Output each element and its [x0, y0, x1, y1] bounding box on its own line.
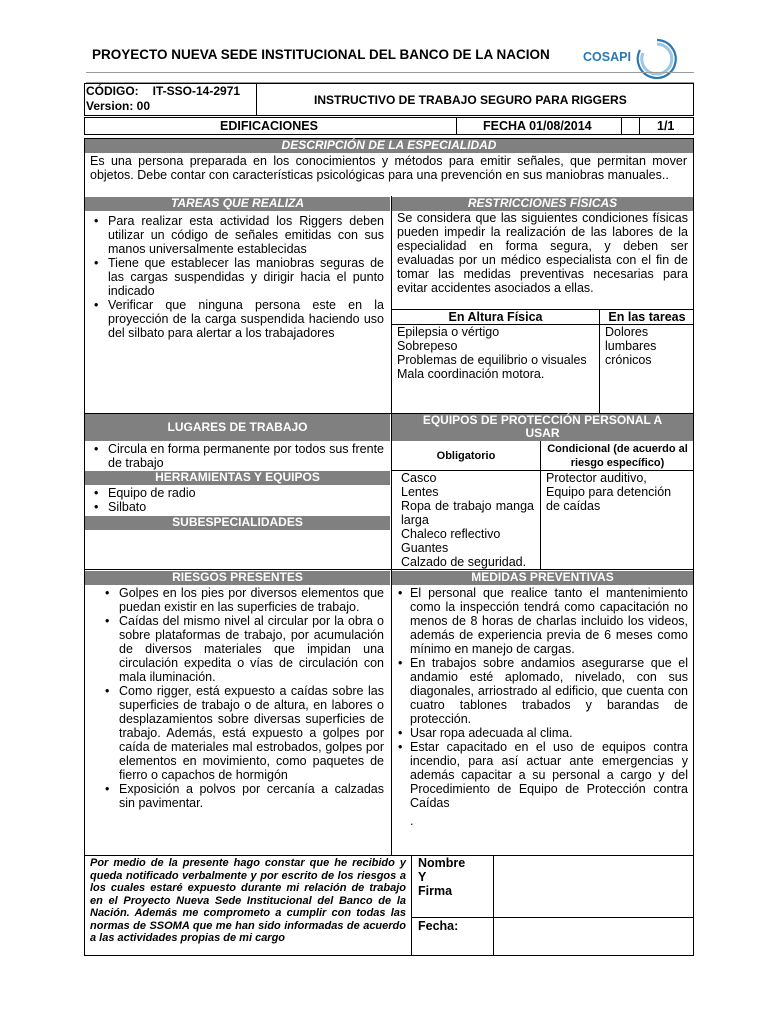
list-item: • En trabajos sobre andamios asegurarse que el andamio esté aplomado, nivelado, con sus diagonales, arriostrado al edificio, que cuenta con cuatro tablones trabados y barandas de protección.	[394, 656, 688, 726]
cosapi-logo-text: COSAPI	[583, 50, 631, 64]
list-item: Lentes	[401, 485, 439, 499]
section-header-tareas: TAREAS QUE REALIZA	[85, 197, 390, 211]
section-header-herramientas: HERRAMIENTAS Y EQUIPOS	[85, 471, 390, 485]
list-item: • Circula en forma permanente por todos sus frente de trabajo	[90, 442, 384, 470]
medidas-list	[394, 586, 688, 810]
list-item: Epilepsia o vértigo	[397, 325, 500, 339]
descripcion-text: Es una persona preparada en los conocimientos y métodos para emitir señales, que permitan mover objetos. Debe contar con características psicológicas para una prevención en sus maniobras manuales..	[90, 154, 687, 182]
page-count: 1/1	[657, 119, 675, 133]
list-item: Equipo para detención de caídas	[546, 485, 672, 513]
divider	[411, 855, 412, 956]
area-row	[84, 117, 694, 135]
nombre-label: Nombre	[418, 856, 466, 870]
list-item: • Exposición a polvos por cercanía a calzadas sin pavimentar.	[101, 782, 384, 810]
section-header-epp: EQUIPOS DE PROTECCIÓN PERSONAL A USAR	[392, 414, 693, 441]
medidas-trailing: .	[410, 814, 414, 828]
epp-condicional-list	[546, 471, 686, 513]
list-item: • Usar ropa adecuada al clima.	[394, 726, 688, 740]
col-header-tareas: En las tareas	[608, 310, 686, 324]
tareas-restr-list	[605, 325, 691, 367]
divider	[411, 917, 694, 918]
date-label: FECHA 01/08/2014	[483, 119, 592, 133]
date-field[interactable]	[495, 919, 692, 955]
divider	[639, 117, 640, 135]
list-item: Sobrepeso	[397, 339, 458, 353]
header-rule	[86, 72, 694, 73]
version-label: Version: 00	[86, 99, 151, 113]
list-item: • Caídas del mismo nivel al circular por la obra o sobre plataformas de trabajo, por acumulación de diversos materiales que impidan una circulación expedita o vías de circulación con mala iluminación.	[101, 614, 384, 684]
list-item: • Tiene que establecer las maniobras seguras de las cargas suspendidas y dirigir hacia el punto indicado	[90, 256, 384, 298]
herramientas-list	[90, 486, 384, 514]
document-title: INSTRUCTIVO DE TRABAJO SEGURO PARA RIGGERS	[314, 93, 627, 107]
y-label: Y	[418, 870, 427, 884]
list-item: • Silbato	[90, 500, 384, 514]
col-header-condicional: Condicional (de acuerdo al riesgo específico)	[547, 443, 688, 469]
tareas-list	[90, 214, 384, 340]
section-header-lugares: LUGARES DE TRABAJO	[85, 414, 390, 441]
section-header-subespecialidades: SUBESPECIALIDADES	[85, 516, 390, 530]
firma-label: Firma	[418, 884, 453, 898]
altura-list	[397, 325, 592, 381]
divider	[599, 309, 600, 413]
code-value: IT-SSO-14-2971	[152, 84, 241, 98]
area-label: EDIFICACIONES	[220, 119, 318, 133]
divider	[456, 117, 457, 135]
col-header-obligatorio: Obligatorio	[436, 450, 496, 462]
signature-field[interactable]	[495, 857, 692, 916]
list-item: • Para realizar esta actividad los Riggers deben utilizar un código de señales emitidas con sus manos universalmente establecidas	[90, 214, 384, 256]
lugares-list	[90, 442, 384, 470]
section-header-descripcion: DESCRIPCIÓN DE LA ESPECIALIDAD	[85, 139, 693, 153]
divider	[493, 855, 494, 956]
project-title: PROYECTO NUEVA SEDE INSTITUCIONAL DEL BANCO DE LA NACION	[92, 47, 550, 62]
section-header-riesgos: RIESGOS PRESENTES	[85, 571, 390, 585]
list-item: Problemas de equilibrio o visuales	[397, 353, 587, 367]
col-header-altura: En Altura Física	[448, 310, 543, 324]
list-item: • Como rigger, está expuesto a caídas sobre las superficies de trabajo o de altura, en labores o desplazamientos sobre diversas superficies de trabajo. Además, está expuesto a golpes por caída de materiales mal estrobados, golpes por elementos en movimiento, como paquetes de fierro o capachos de hormigón	[101, 684, 384, 782]
list-item: Mala coordinación motora.	[397, 367, 545, 381]
list-item: Guantes	[401, 541, 449, 555]
list-item: Dolores	[605, 325, 649, 339]
list-item: • Golpes en los pies por diversos elementos que puedan existir en las superficies de trabajo.	[101, 586, 384, 614]
restricciones-text: Se considera que las siguientes condiciones físicas pueden impedir la realización de las labores de la especialidad en forma segura, y deben ser evaluadas por un médico especialista con el fin de tomar las medidas preventivas necesarias para evitar accidentes asociados a ellas.	[397, 211, 688, 295]
nombre-firma-label	[418, 856, 465, 898]
list-item: • Estar capacitado en el uso de equipos contra incendio, para así actuar ante emergencias y además capacitar a su personal a cargo y del Procedimiento de Equipo de Protección contra Caídas	[394, 740, 688, 810]
declaration-text: Por medio de la presente hago constar que he recibido y queda notificado verbalmente y por escrito de los riesgos a los cuales estaré expuesto durante mi relación de trabajo en el Proyecto Nueva Sede Institucional del Banco de la Nación. Además me comprometo a cumplir con todas las normas de SSOMA que me han sido informadas de acuerdo a las actividades propias de mi cargo	[90, 857, 406, 944]
list-item: Protector auditivo,	[546, 471, 647, 485]
center-divider	[391, 196, 392, 856]
list-item: Chaleco reflectivo	[401, 527, 501, 541]
divider	[621, 117, 622, 135]
riesgos-list	[101, 586, 384, 810]
list-item: • Equipo de radio	[90, 486, 384, 500]
list-item: Calzado de seguridad.	[401, 555, 527, 569]
code-label: CÓDIGO:	[86, 84, 139, 98]
list-item: crónicos	[605, 353, 652, 367]
list-item: Casco	[401, 471, 437, 485]
divider	[85, 855, 694, 856]
cosapi-logo-icon	[634, 36, 680, 82]
section-header-restricciones: RESTRICCIONES FÍSICAS	[392, 197, 693, 211]
epp-obligatorio-list	[401, 471, 534, 569]
fecha-footer-label: Fecha:	[418, 919, 459, 933]
list-item: • El personal que realice tanto el mantenimiento como la inspección tendrá como capacitación no menos de 8 horas de charlas incluido los videos, además de experiencia previa de 6 meses como mínimo en manejo de cargas.	[394, 586, 688, 656]
list-item: Ropa de trabajo manga larga	[401, 499, 534, 527]
list-item: • Verificar que ninguna persona este en la proyección de la carga suspendida haciendo uso del silbato para alertar a los trabajadores	[90, 298, 384, 340]
document-code	[86, 84, 240, 114]
section-header-medidas: MEDIDAS PREVENTIVAS	[392, 571, 693, 585]
list-item: lumbares	[605, 339, 657, 353]
